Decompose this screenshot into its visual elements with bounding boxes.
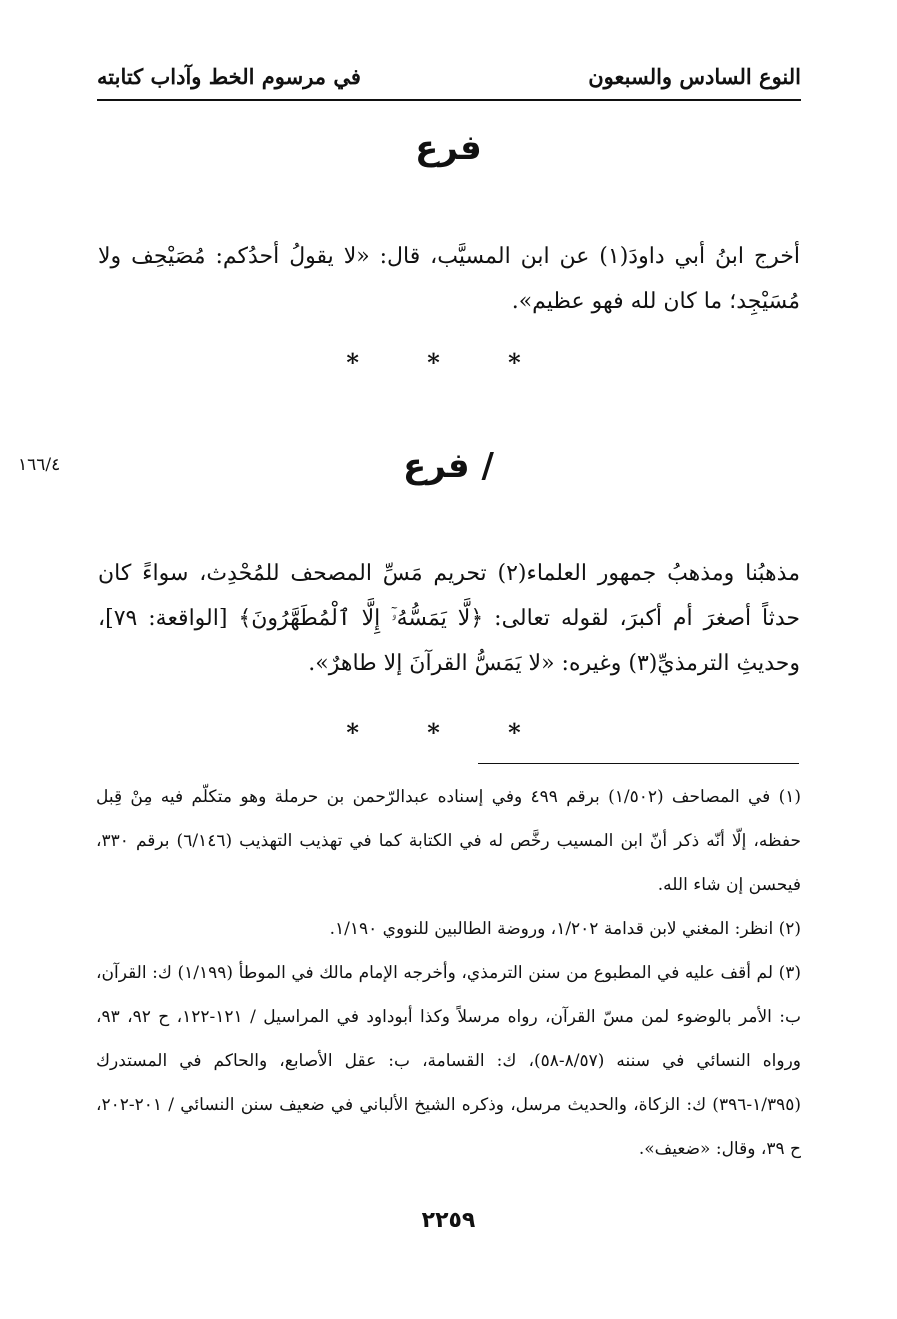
section-1-paragraph: أخرج ابنُ أبي داودَ(١) عن ابن المسيَّب، قال: «لا يقولُ أحدُكم: مُصَيْحِف ولا مُسَيْجِد؛ ما كان لله فهو عظيم». bbox=[98, 244, 800, 314]
footnote-rule bbox=[478, 763, 799, 764]
header-rule bbox=[97, 99, 801, 101]
section-divider-2: * * * bbox=[346, 718, 551, 747]
section-heading-1: فرع bbox=[415, 128, 482, 168]
section-2-paragraph: مذهبُنا ومذهبُ جمهور العلماء(٢) تحريم مَسِّ المصحف للمُحْدِث، سواءً كان حدثاً أصغرَ أم أكبرَ، لقوله تعالى: ﴿لَّا يَمَسُّهُۥٓ إِلَّا ٱلْمُطَهَّرُونَ﴾ [الواقعة: ٧٩]، وحديثِ الترمذيِّ(٣) وغيره: «لا يَمَسُّ القرآنَ إلا طاهرٌ». bbox=[98, 561, 801, 676]
section-2-body bbox=[98, 551, 800, 686]
footnote-3: (٣) لم أقف عليه في المطبوع من سنن الترمذي، وأخرجه الإمام مالك في الموطأ (١/١٩٩) ك: القرآن، ب: الأمر بالوضوء لمن مسّ القرآن، رواه مرسلاً وكذا أبوداود في المراسيل / ١٢١-١٢٢، ح ٩٢، ٩٣، ورواه النسائي في سننه (٨/٥٧-٥٨)، ك: القسامة، ب: عقل الأصابع، والحاكم في المستدرك (١/٣٩٥-٣٩٦) ك: الزكاة، والحديث مرسل، وذكره الشيخ الألباني في ضعيف سنن النسائي / ٢٠١-٢٠٢، ح ٣٩، وقال: «ضعيف». bbox=[96, 963, 801, 1159]
margin-reference: ١٦٦/٤ bbox=[18, 455, 61, 475]
running-head-topic: في مرسوم الخط وآداب كتابته bbox=[97, 63, 361, 89]
footnote-1: (١) في المصاحف (١/٥٠٢) برقم ٤٩٩ وفي إسناده عبدالرّحمن بن حرملة وهو متكلّم فيه مِنْ قِبل حفظه، إلّا أنّه ذكر أنّ ابن المسيب رخَّص له في الكتابة كما في تهذيب التهذيب (٦/١٤٦) برقم ٣٣٠، فيحسن إن شاء الله. bbox=[96, 787, 801, 895]
footnote-2: (٢) انظر: المغني لابن قدامة ١/٢٠٢، وروضة الطالبين للنووي ١/١٩٠. bbox=[329, 919, 801, 939]
section-1-body bbox=[98, 234, 800, 324]
running-head bbox=[97, 56, 801, 96]
running-head-chapter: النوع السادس والسبعون bbox=[588, 63, 801, 89]
section-divider-1: * * * bbox=[346, 348, 551, 377]
section-heading-2: / فرع bbox=[403, 446, 494, 486]
footnotes bbox=[96, 775, 801, 1171]
page-number: ٢٢٥٩ bbox=[421, 1208, 476, 1233]
